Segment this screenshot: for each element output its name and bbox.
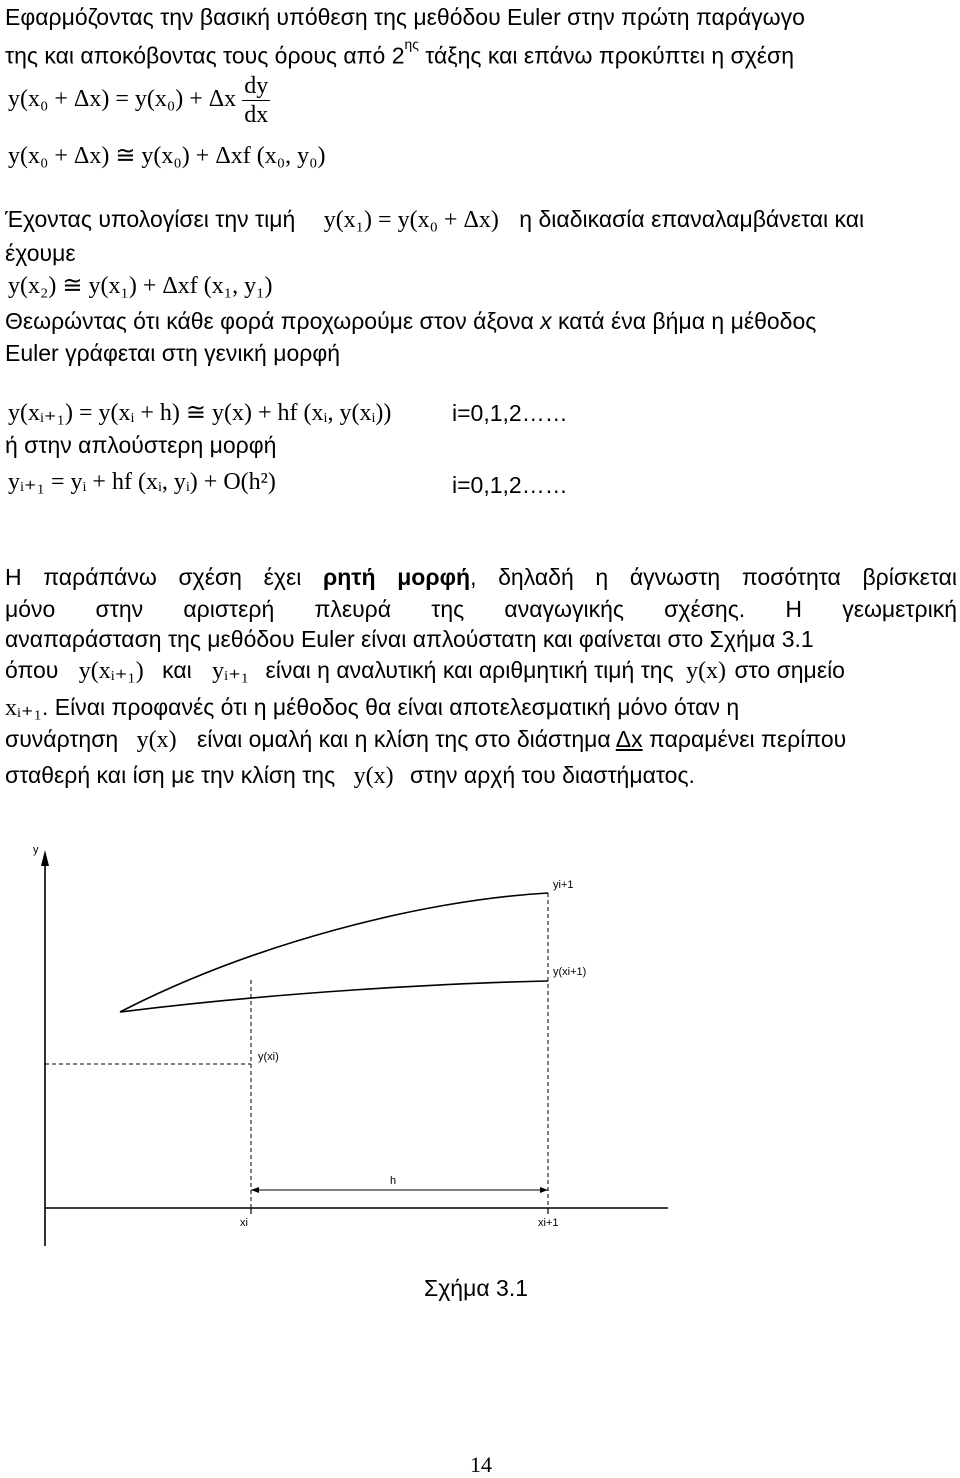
- para-4-l4-d: στο σημείο: [734, 657, 845, 683]
- para-3-text: Θεωρώντας ότι κάθε φορά προχωρούμε στον άξονα: [5, 308, 541, 334]
- para-4-l4-a: όπου: [5, 657, 59, 683]
- equation-3: y(x₂) ≅ y(x₁) + Δxf (x₁, y₁): [8, 273, 273, 299]
- para-4-line-6: [5, 724, 846, 755]
- intro-line-1: Εφαρμόζοντας την βασική υπόθεση της μεθόδου Euler στην πρώτη παράγωγο: [5, 4, 805, 30]
- para-2-text: Έχοντας υπολογίσει την τιμή: [5, 206, 296, 232]
- para-4-l6-b: είναι ομαλή και η κλίση της στο διάστημα: [196, 726, 616, 752]
- para-4-l5-text: . Είναι προφανές ότι η μέθοδος θα είναι αποτελεσματική μόνο όταν η: [41, 694, 740, 720]
- para-4-l6-math: y(x): [136, 727, 177, 753]
- label-xi1: xi+1: [538, 1217, 559, 1229]
- equation-4: y(xᵢ₊₁) = y(xᵢ + h) ≅ y(x) + hf (xᵢ, y(xᵢ)): [8, 400, 392, 426]
- intro-superscript: ης: [404, 37, 419, 52]
- para-2-math: y(x₁) = y(x₀ + Δx): [323, 207, 499, 233]
- para-4-text: Η παράπάνω σχέση έχει: [5, 564, 323, 590]
- para-4-l4-c: είναι η αναλυτική και αριθμητική τιμή της: [265, 657, 674, 683]
- para-4-l4-b: και: [162, 657, 192, 683]
- equation-4-index: i=0,1,2……: [452, 400, 568, 426]
- figure-caption: Σχήμα 3.1: [424, 1275, 528, 1301]
- para-4-text-tail: , δηλαδή η άγνωστη ποσότητα βρίσκεται: [470, 564, 957, 590]
- euler-method-figure: [0, 820, 960, 1260]
- label-yi1: yi+1: [553, 879, 574, 891]
- label-y: y: [33, 844, 39, 856]
- equation-2: y(x₀ + Δx) ≅ y(x₀) + Δxf (x₀, y₀): [8, 143, 326, 169]
- exact-solution-curve: [120, 893, 548, 1012]
- para-4-line-4: [5, 655, 845, 686]
- intro-line-2-text: της και αποκόβοντας τους όρους από 2: [5, 42, 405, 69]
- para-4-line-7: [5, 760, 695, 791]
- para-3-line-1: [5, 306, 816, 336]
- para-2-line-2: έχουμε: [5, 240, 76, 266]
- y-axis-arrow: [41, 850, 49, 866]
- para-4-l4-math-2: yᵢ₊₁: [212, 658, 250, 684]
- equation-1-fraction: [242, 72, 270, 129]
- label-y-xi1: y(xi+1): [553, 966, 587, 978]
- label-y-xi: y(xi): [258, 1051, 279, 1063]
- fraction-denominator: dx: [244, 102, 269, 128]
- para-4-line-3: αναπαράσταση της μεθόδου Euler είναι απλούστατη και φαίνεται στο Σχήμα 3.1: [5, 626, 814, 652]
- equation-1: [8, 72, 270, 129]
- para-4-l6-underlined: Δx: [615, 726, 643, 752]
- euler-step-line: [120, 981, 548, 1012]
- fraction-numerator: dy: [244, 73, 269, 99]
- para-2-line-1: [5, 204, 864, 235]
- equation-5: yᵢ₊₁ = yᵢ + hf (xᵢ, yᵢ) + O(h²): [8, 469, 276, 495]
- intro-line-2-tail: τάξης και επάνω προκύπτει η σχέση: [418, 42, 795, 69]
- para-4-line-2: μόνο στην αριστερή πλευρά της αναγωγικής σχέσης. Η γεωμετρική: [5, 596, 957, 622]
- para-4-line-1: [5, 562, 957, 592]
- para-4-l5-math: xᵢ₊₁: [5, 695, 42, 721]
- equation-5-index: i=0,1,2……: [452, 472, 568, 498]
- intro-line-2: [5, 36, 794, 71]
- para-3-line-2: Euler γράφεται στη γενική μορφή: [5, 340, 341, 366]
- h-arrow-right: [540, 1187, 548, 1193]
- para-4-l7-math: y(x): [353, 763, 394, 789]
- equation-1-lhs: y(x₀ + Δx) = y(x₀) + Δx: [8, 86, 237, 113]
- page-number: 14: [470, 1452, 492, 1477]
- para-4-l6-a: συνάρτηση: [5, 726, 119, 752]
- label-h: h: [390, 1175, 397, 1187]
- simpler-form-label: ή στην απλούστερη μορφή: [5, 432, 277, 458]
- para-3-variable: x: [540, 308, 552, 334]
- para-4-bold: ρητή μορφή: [322, 564, 471, 590]
- para-3-text-tail: κατά ένα βήμα η μέθοδος: [551, 308, 817, 334]
- para-4-l6-c: παραμένει περίπου: [642, 726, 847, 752]
- para-2-text-tail: η διαδικασία επαναλαμβάνεται και: [519, 206, 865, 232]
- para-4-line-5: [5, 692, 957, 723]
- para-4-l7-a: σταθερή και ίση με την κλίση της: [5, 762, 336, 788]
- para-4-l4-math-3: y(x): [686, 658, 727, 684]
- label-xi: xi: [240, 1217, 248, 1229]
- para-4-l4-math-1: y(xᵢ₊₁): [78, 658, 144, 684]
- h-arrow-left: [251, 1187, 259, 1193]
- para-4-l7-b: στην αρχή του διαστήματος.: [409, 762, 695, 788]
